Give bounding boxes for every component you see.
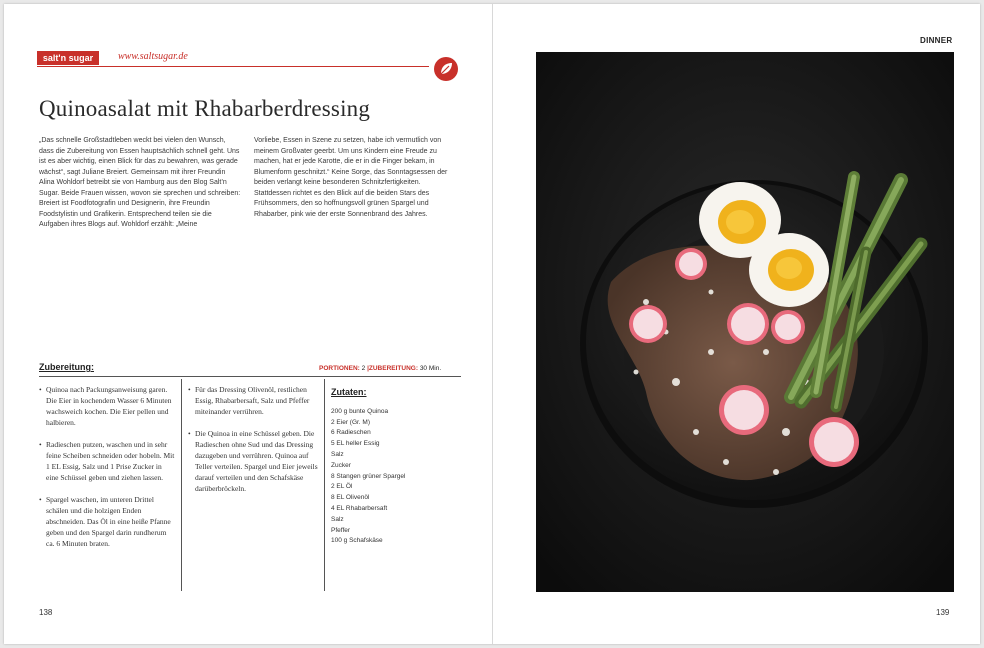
ingredient-item: Salz	[331, 515, 344, 523]
intro-text-2: Vorliebe, Essen in Szene zu setzen, habe ich vermutlich von meinem Großvater geerbt. Um uns Kindern eine Freude zu machen, hat er jede Karotte, die er in die Finger bekam, in Blumenform geschnitzt.“ Keine Sorge, das Sonntagsessen der beiden verlangt keine besonderen Schnitzfertigkeiten. Stattdessen richtet es den Blick auf die beiden Stars des Frühsommers, den so hoffnungsvoll grünen Spargel und Rhabarber, pink wie der erste Sonnenbrand des Jahres.	[254, 137, 448, 218]
portionen-value: 2	[361, 365, 366, 372]
step-text: Die Quinoa in eine Schüssel geben. Die Radieschen ohne Sud und das Dressing dazugeben und verrühren. Quinoa auf Teller verteilen. Spargel und Eier jeweils darauf verteilen und den Schafskäse darüberbröckeln.	[195, 429, 318, 493]
column-divider	[181, 379, 182, 591]
ingredients-items	[331, 407, 459, 547]
dish-photo	[536, 52, 954, 592]
zubereitung-heading: Zubereitung:	[39, 362, 94, 372]
steps-column-1	[39, 384, 175, 560]
step-item: • Die Quinoa in eine Schüssel geben. Die Radieschen ohne Sud und das Dressing dazugeben und verrühren. Quinoa auf Teller verteilen. Spargel und Eier jeweils darauf verteilen und den Schafskäse darüberbröckeln.	[188, 428, 324, 494]
section-rule	[39, 376, 461, 377]
step-text: Quinoa nach Packungsanweisung garen. Die Eier in kochendem Wasser 6 Minuten wachsweich kochen. Die Eier pellen und halbieren.	[46, 385, 172, 427]
intro-text-1: „Das schnelle Großstadtleben weckt bei vielen den Wunsch, dass die Zubereitung von Essen hauptsächlich schnell geht. Uns ist es aber wichtig, einen Blick für das zu bewahren, was gerade wächst“, sagt Juliane Breiert. Gemeinsam mit ihrer Freundin Alina Wohldorf betreibt sie von Hamburg aus den Blog Salt’n Sugar. Beide Frauen wissen, wovon sie sprechen und schreiben: Breiert ist Foodfotografin und Designerin, ihre Freundin Foodstylistin und Grafikerin. Entsprechend teilen sie die Aufgaben ihres Blogs auf. Wohldorf erzählt: „Meine	[39, 137, 241, 228]
ingredient-item: Zucker	[331, 461, 351, 469]
ingredient-item: 5 EL heller Essig	[331, 440, 380, 448]
ingredient-item: 100 g Schafskäse	[331, 537, 383, 545]
page-number-right: 139	[936, 608, 950, 617]
ingredient-item: 6 Radieschen	[331, 429, 371, 437]
step-text: Spargel waschen, im unteren Drittel schälen und die holzigen Enden abschneiden. Das Öl in eine heiße Pfanne geben und den Spargel darin rundherum ca. 6 Minuten braten.	[46, 495, 171, 548]
portionen-label: PORTIONEN:	[319, 365, 360, 372]
page-number-left: 138	[39, 608, 53, 617]
section-label: DINNER	[920, 36, 953, 45]
leaf-logo-icon	[433, 56, 459, 82]
brand-badge: salt'n sugar	[37, 51, 99, 65]
brand-rule	[37, 66, 429, 67]
ingredient-item: 2 EL Öl	[331, 483, 353, 491]
intro-column-2	[254, 136, 457, 220]
ingredient-item: 200 g bunte Quinoa	[331, 407, 389, 415]
ingredient-item: Salz	[331, 450, 344, 458]
zeit-value: 30 Min.	[419, 365, 442, 372]
steps-column-2	[188, 384, 324, 505]
magazine-spread	[4, 4, 980, 644]
ingredients-list	[331, 387, 459, 547]
servings-time-line: PORTIONEN: 2 |ZUBEREITUNG: 30 Min.	[319, 365, 442, 372]
ingredient-item: 8 EL Olivenöl	[331, 494, 370, 502]
step-item: • Radieschen putzen, waschen und in sehr feine Scheiben schneiden oder hobeln. Mit 1 EL Essig, Salz und 1 Prise Zucker in eine Schüssel geben und ziehen lassen.	[39, 440, 175, 482]
ingredient-item: Pfeffer	[331, 526, 351, 534]
intro-column-1	[39, 136, 242, 231]
ingredient-item: 2 Eier (Gr. M)	[331, 418, 371, 426]
zeit-label: ZUBEREITUNG:	[368, 365, 418, 372]
zutaten-heading: Zutaten:	[331, 387, 367, 397]
recipe-title: Quinoasalat mit Rhabarberdressing	[39, 96, 371, 121]
step-item: • Quinoa nach Packungsanweisung garen. Die Eier in kochendem Wasser 6 Minuten wachsweich kochen. Die Eier pellen und halbieren.	[39, 384, 175, 428]
step-item: • Für das Dressing Olivenöl, restlichen Essig, Rhabarbersaft, Salz und Pfeffer miteinander verrühren.	[188, 384, 324, 417]
page-gutter	[492, 4, 493, 644]
ingredient-item: 8 Stangen grüner Spargel	[331, 472, 406, 480]
step-text: Radieschen putzen, waschen und in sehr feine Scheiben schneiden oder hobeln. Mit 1 EL Essig, Salz und 1 Prise Zucker in eine Schüssel geben und ziehen lassen.	[46, 440, 175, 482]
step-text: Für das Dressing Olivenöl, restlichen Essig, Rhabarbersaft, Salz und Pfeffer miteinander verrühren.	[195, 385, 310, 416]
column-divider	[324, 379, 325, 591]
brand-url[interactable]: www.saltsugar.de	[118, 51, 188, 62]
ingredient-item: 4 EL Rhabarbersaft	[331, 504, 388, 512]
step-item: • Spargel waschen, im unteren Drittel schälen und die holzigen Enden abschneiden. Das Öl in eine heiße Pfanne geben und den Spargel darin rundherum ca. 6 Minuten braten.	[39, 494, 175, 549]
